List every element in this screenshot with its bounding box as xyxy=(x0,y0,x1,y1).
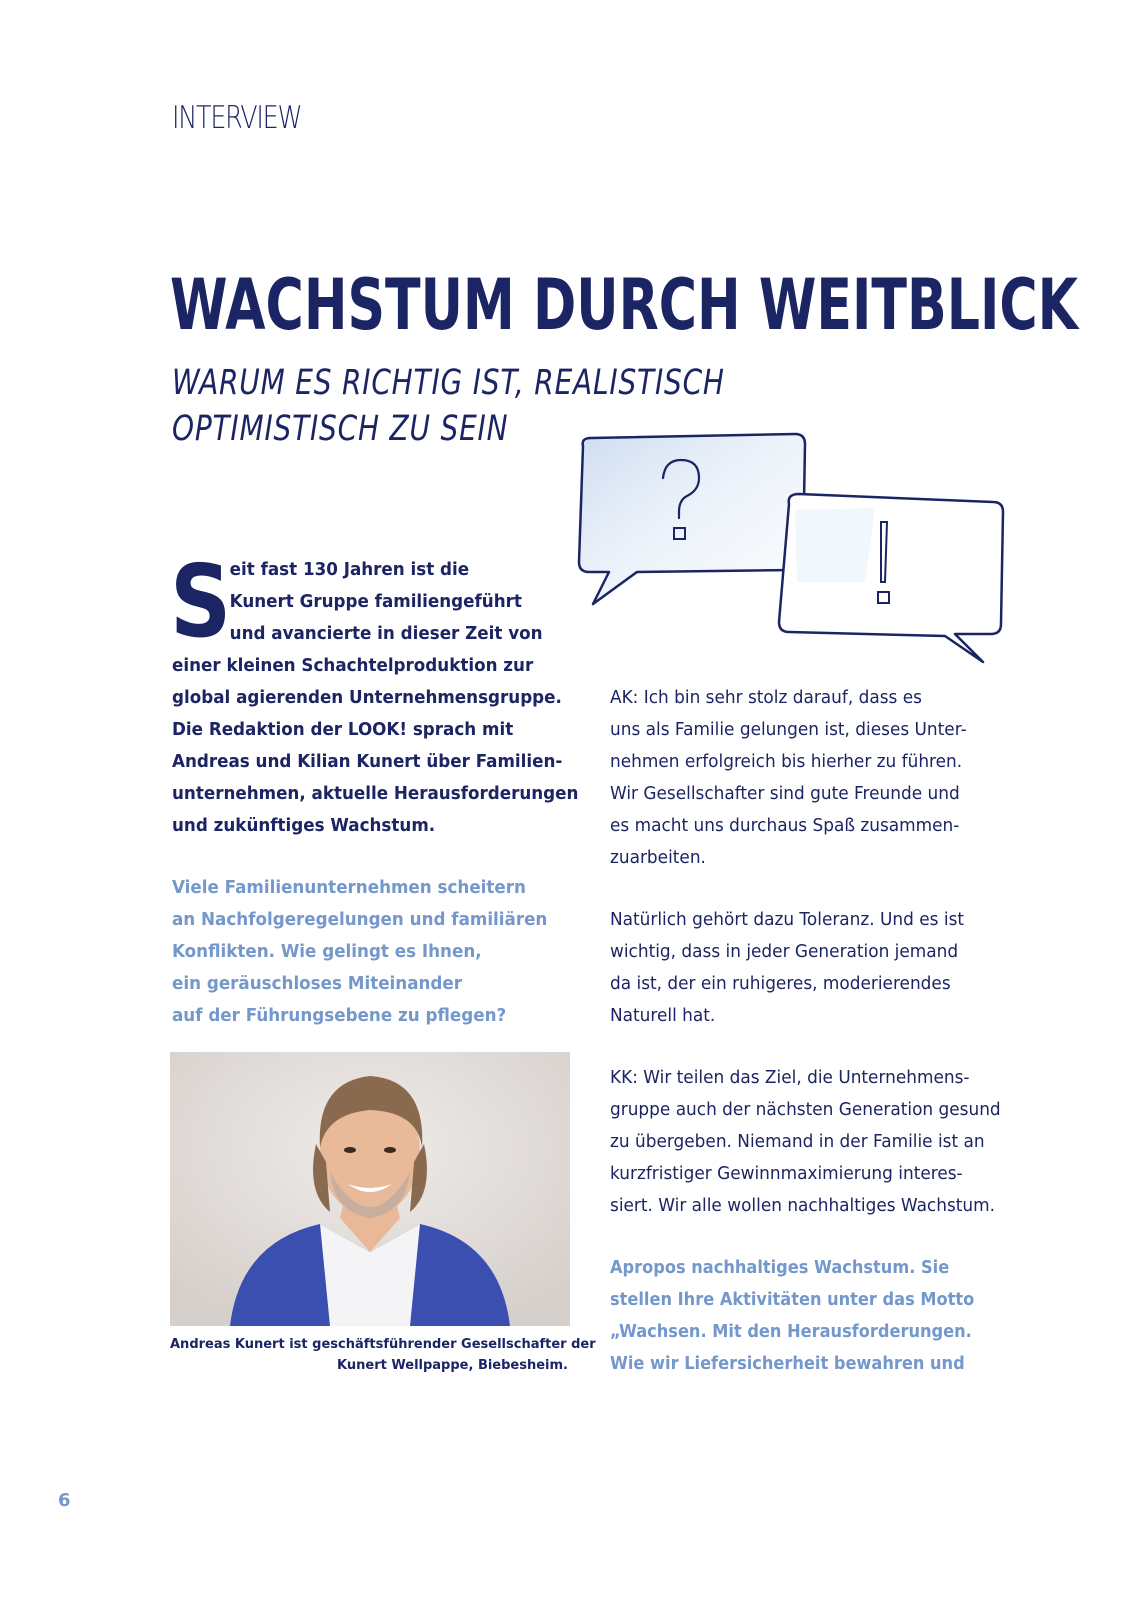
question-line: an Nachfolgeregelungen und familiären xyxy=(172,909,548,930)
question-line: Wie wir Liefersicherheit bewahren und xyxy=(610,1353,965,1374)
page-number: 6 xyxy=(58,1490,71,1511)
answer-line: zuarbeiten. xyxy=(610,847,706,868)
answer-line: da ist, der ein ruhigeres, moderierendes xyxy=(610,973,951,994)
intro-paragraph xyxy=(170,543,579,842)
answer-line: kurzfristiger Gewinnmaximierung interes- xyxy=(610,1163,963,1184)
interview-question-1 xyxy=(172,872,572,1032)
answer-ak-2 xyxy=(610,904,1030,1032)
section-label: INTERVIEW xyxy=(172,100,302,136)
caption-line: Kunert Wellpappe, Biebesheim. xyxy=(337,1358,568,1373)
answer-line: siert. Wir alle wollen nachhaltiges Wachstum. xyxy=(610,1195,996,1216)
photo-caption xyxy=(170,1334,596,1376)
question-line: stellen Ihre Aktivitäten unter das Motto xyxy=(610,1289,975,1310)
dropcap: S xyxy=(170,543,232,660)
speech-bubbles-illustration xyxy=(575,432,1025,682)
exclamation-speech-bubble-icon xyxy=(779,494,1003,662)
intro-line: eit fast 130 Jahren ist die xyxy=(229,559,470,580)
question-line: ein geräuschloses Miteinander xyxy=(172,973,463,994)
answer-line: uns als Familie gelungen ist, dieses Unter- xyxy=(610,719,967,740)
right-column xyxy=(610,682,1030,1410)
page-title: WACHSTUM DURCH WEITBLICK xyxy=(170,264,1079,346)
answer-line: Wir Gesellschafter sind gute Freunde und xyxy=(610,783,960,804)
answer-line: es macht uns durchaus Spaß zusammen- xyxy=(610,815,960,836)
question-line: auf der Führungsebene zu pflegen? xyxy=(172,1005,507,1026)
intro-line: und avancierte in dieser Zeit von xyxy=(229,623,543,644)
intro-line: einer kleinen Schachtelproduktion zur xyxy=(172,655,534,676)
answer-line: Natürlich gehört dazu Toleranz. Und es ist xyxy=(610,909,965,930)
answer-line: Naturell hat. xyxy=(610,1005,716,1026)
question-line: Viele Familienunternehmen scheitern xyxy=(172,877,526,898)
question-line: Apropos nachhaltiges Wachstum. Sie xyxy=(610,1257,950,1278)
caption-line: Andreas Kunert ist geschäftsführender Gesellschafter der xyxy=(170,1337,596,1352)
intro-line: Andreas und Kilian Kunert über Familien- xyxy=(172,751,563,772)
answer-line: nehmen erfolgreich bis hierher zu führen. xyxy=(610,751,963,772)
answer-ak-1 xyxy=(610,682,1030,874)
intro-line: Die Redaktion der LOOK! sprach mit xyxy=(172,719,514,740)
answer-line: zu übergeben. Niemand in der Familie ist an xyxy=(610,1131,985,1152)
answer-line: AK: Ich bin sehr stolz darauf, dass es xyxy=(610,687,922,708)
answer-line: gruppe auch der nächsten Generation gesund xyxy=(610,1099,1001,1120)
portrait-illustration xyxy=(170,1052,570,1326)
intro-line: und zukünftiges Wachstum. xyxy=(172,815,436,836)
answer-kk-1 xyxy=(610,1062,1030,1222)
subtitle-line: WARUM ES RICHTIG IST, REALISTISCH xyxy=(172,363,725,403)
left-column xyxy=(170,543,579,1032)
intro-line: global agierenden Unternehmensgruppe. xyxy=(172,687,562,708)
question-speech-bubble-icon xyxy=(579,434,805,604)
portrait-photo xyxy=(170,1052,570,1326)
intro-line: Kunert Gruppe familiengeführt xyxy=(229,591,522,612)
subtitle-line: OPTIMISTISCH ZU SEIN xyxy=(172,409,509,449)
answer-line: wichtig, dass in jeder Generation jemand xyxy=(610,941,959,962)
question-line: Konflikten. Wie gelingt es Ihnen, xyxy=(172,941,482,962)
answer-line: KK: Wir teilen das Ziel, die Unternehmens- xyxy=(610,1067,970,1088)
question-line: „Wachsen. Mit den Herausforderungen. xyxy=(610,1321,972,1342)
intro-line: unternehmen, aktuelle Herausforderungen xyxy=(172,783,579,804)
interview-question-2 xyxy=(610,1252,1030,1380)
